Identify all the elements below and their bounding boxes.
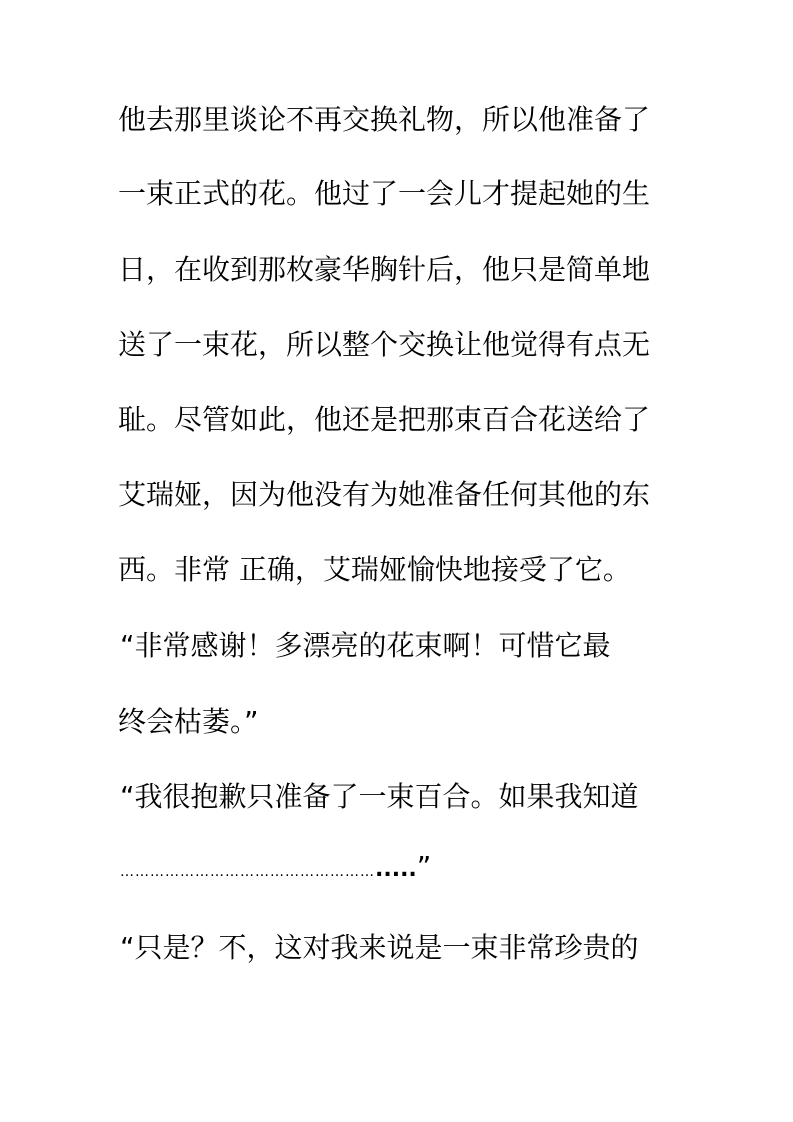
- ellipsis-line: [120, 850, 440, 894]
- dialogue-line-3: “我很抱歉只准备了一束百合。如果我知道: [120, 780, 639, 813]
- paragraph-line-4: 送了一束花，所以整个交换让他觉得有点无: [118, 328, 651, 361]
- paragraph-line-1: 他去那里谈论不再交换礼物，所以他准备了: [118, 103, 651, 136]
- closing-quote: ”: [416, 850, 432, 883]
- dialogue-line-4: “只是？不，这对我来说是一束非常珍贵的: [120, 931, 639, 964]
- dialogue-line-1: “非常感谢！多漂亮的花束啊！可惜它最: [120, 629, 611, 662]
- paragraph-line-6: 艾瑞娅，因为他没有为她准备任何其他的东: [118, 478, 651, 511]
- dialogue-line-2: 终会枯萎。”: [118, 705, 259, 738]
- ellipsis-big-dots: .....: [375, 857, 417, 882]
- paragraph-line-5: 耻。尽管如此，他还是把那束百合花送给了: [118, 403, 651, 436]
- paragraph-line-2: 一束正式的花。他过了一会儿才提起她的生: [118, 177, 651, 210]
- paragraph-line-7: 西。非常 正确，艾瑞娅愉快地接受了它。: [118, 553, 631, 586]
- paragraph-line-3: 日，在收到那枚豪华胸针后，他只是简单地: [118, 253, 651, 286]
- ellipsis-small-dots: ……………………………………………: [120, 864, 375, 880]
